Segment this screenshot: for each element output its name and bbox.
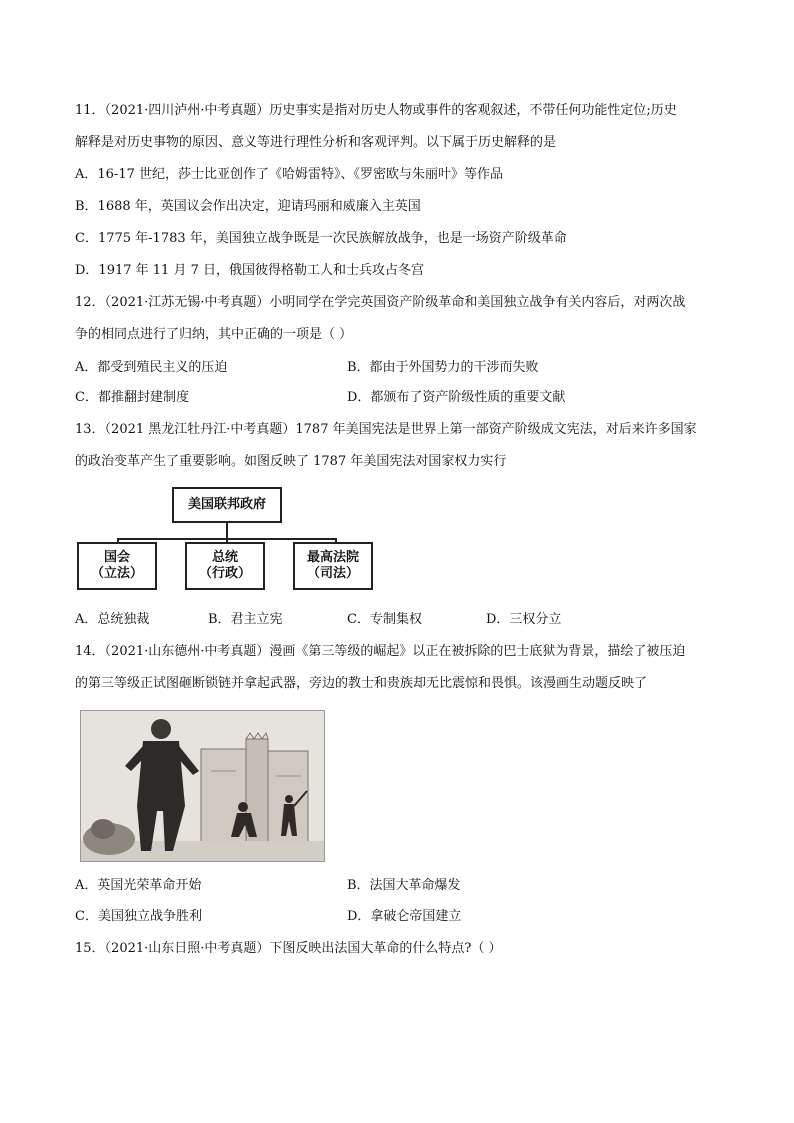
q12-option-a: A．都受到殖民主义的压迫 [75,360,228,375]
q13-option-c: C．专制集权 [347,612,422,627]
q11-option-d: D．1917 年 11 月 7 日，俄国彼得格勒工人和士兵攻占冬宫 [75,263,424,278]
q13-stem-line1: 13．（2021 黑龙江牡丹江·中考真题）1787 年美国宪法是世界上第一部资产阶级成文宪法，对后来许多国家 [75,422,697,437]
q12-option-b: B．都由于外国势力的干涉而失败 [347,360,539,375]
q14-option-b: B．法国大革命爆发 [347,878,461,893]
q13-option-a: A．总统独裁 [75,612,150,627]
cartoon-illustration [81,711,324,861]
president-label: 总统 [211,550,238,565]
q14-stem-line2: 的第三等级正试图砸断锁链并拿起武器，旁边的教士和贵族却无比震惊和畏惧。该漫画生动题反映了 [75,676,648,691]
congress-box [77,542,157,590]
q12-option-d: D．都颁布了资产阶级性质的重要文献 [347,390,566,405]
president-role: （行政） [198,566,251,581]
supreme-court-box [293,542,373,590]
q11-option-c: C．1775 年-1783 年，美国独立战争既是一次民族解放战争，也是一场资产阶级革命 [75,231,567,246]
q13-option-d: D．三权分立 [486,612,562,627]
q14-option-a: A．英国光荣革命开始 [75,878,202,893]
q13-stem-line2: 的政治变革产生了重要影响。如图反映了 1787 年美国宪法对国家权力实行 [75,454,507,469]
congress-label: 国会 [103,550,130,565]
president-box [185,542,265,590]
q14-stem-line1: 14．（2021·山东德州·中考真题）漫画《第三等级的崛起》以正在被拆除的巴士底狱为背景，描绘了被压迫 [75,644,686,659]
q15-stem-line1: 15．（2021·山东日照·中考真题）下图反映出法国大革命的什么特点?（ ） [75,941,502,956]
q11-stem-line1: 11．（2021·四川泸州·中考真题）历史事实是指对历史人物或事件的客观叙述，不带任何功能性定位;历史 [75,103,677,118]
q11-option-b: B．1688 年，英国议会作出决定，迎请玛丽和威廉入主英国 [75,199,421,214]
q14-option-c: C．美国独立战争胜利 [75,909,202,924]
supreme-court-role: （司法） [306,566,359,581]
power-structure-diagram [76,485,376,595]
third-estate-cartoon-image [80,710,325,862]
q11-option-a: A．16-17 世纪，莎士比亚创作了《哈姆雷特》、《罗密欧与朱丽叶》等作品 [75,167,503,182]
q14-option-d: D．拿破仑帝国建立 [347,909,462,924]
q12-stem-line2: 争的相同点进行了归纳，其中正确的一项是（ ） [75,327,353,342]
congress-role: （立法） [90,566,143,581]
supreme-court-label: 最高法院 [306,550,359,565]
q13-option-b: B．君主立宪 [208,612,283,627]
connector-trunk [226,523,228,539]
q12-stem-line1: 12．（2021·江苏无锡·中考真题）小明同学在学完英国资产阶级革命和美国独立战争有关内容后，对两次战 [75,295,686,310]
q12-option-c: C．都推翻封建制度 [75,390,189,405]
q11-stem-line2: 解释是对历史事物的原因、意义等进行理性分析和客观评判。以下属于历史解释的是 [75,135,557,150]
federal-government-box: 美国联邦政府 [172,487,282,523]
